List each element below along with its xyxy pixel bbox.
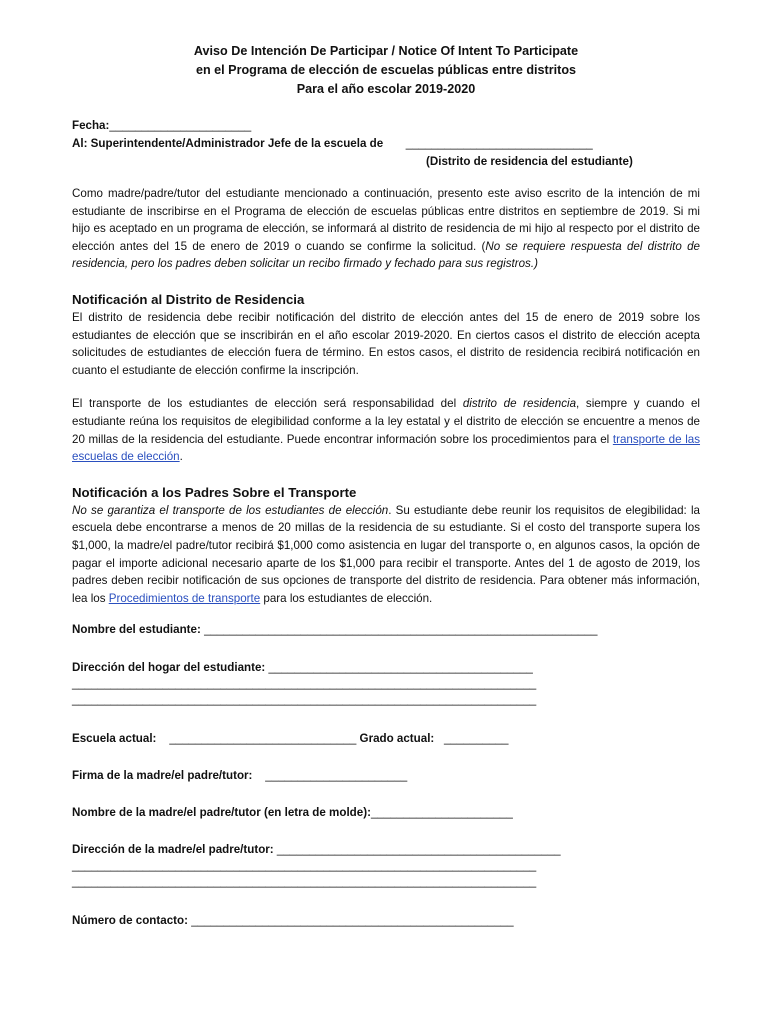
student-name-row [72,621,700,638]
title-line-2: en el Programa de elección de escuelas públicas entre distritos [195,63,577,77]
transport-text-a: . Su estudiante debe reunir los requisitos de elegibilidad: la escuela debe encontrarse a menos de 20 millas de la residencia de su estudiante. Si el costo del transporte supera los $1,000, la madre/el padre/tutor recibirá $1,000 como asistencia en lugar del transporte o, en algunos casos, la opción de pagar el importe adicional necesario aparte de los $1,000 para recibir el transporte. Antes del 1 de agosto de 2019, los padres deben recibir notificación de sus opciones de transporte del distrito de residencia. Para obtener más información, lea los [72,503,700,605]
transport-italic: No se garantiza el transporte de los estudiantes de elección [72,503,389,517]
date-row [72,117,700,135]
student-address-line-3[interactable]: ________________________________________________________________________ [72,693,537,707]
parent-address-line-2[interactable]: ________________________________________________________________________ [72,859,537,873]
parent-address-field[interactable]: ____________________________________________ [276,843,561,857]
contact-label: Número de contacto: [72,914,188,928]
parent-address-row [72,841,700,858]
date-field[interactable]: ______________________ [109,119,252,132]
student-name-label: Nombre del estudiante: [72,623,201,637]
document-title [72,42,700,99]
residence-p2-italic: distrito de residencia [462,397,577,411]
intro-italic-note: No se requiere respuesta del distrito de residencia, pero los padres deben solicitar un recibo firmado y fechado para sus registros.) [72,239,700,271]
residence-p2-text-c: . [179,450,183,464]
parent-address-line-3[interactable]: ________________________________________________________________________ [72,875,537,889]
addressee-row [72,135,700,153]
residence-p2-text-b: , siempre y cuando el estudiante reúna los requisitos de elegibilidad conforme a la ley estatal y el distrito de elección se encuentre a menos de 20 millas de la residencia del estudiante. Puede encontrar información sobre los procedimientos para el [72,397,700,446]
student-address-line-2[interactable]: ________________________________________________________________________ [72,677,537,691]
contact-field[interactable]: __________________________________________________ [191,914,514,928]
addressee-label: Al: Superintendente/Administrador Jefe de la escuela de [72,137,384,150]
title-line-1: Aviso De Intención De Participar / Notice Of Intent To Participate [193,44,579,58]
student-address-field[interactable]: _________________________________________ [268,661,533,675]
addressee-block [72,117,700,171]
transport-schools-link[interactable]: transporte de las escuelas de elección [72,432,701,464]
grade-field[interactable]: __________ [443,732,509,746]
intro-text: Como madre/padre/tutor del estudiante mencionado a continuación, presento este aviso escrito de la intención de mi estudiante de inscribirse en el Programa de elección de escuelas públicas entre distritos en septiembre de 2019. Si mi hijo es aceptado en un programa de elección, se informará al distrito de residencia de mi hijo al respecto por el distrito de elección antes del 15 de enero de 2019 o cuando se confirme la solicitud. ( [72,187,700,253]
intro-paragraph [72,185,700,273]
residence-p2-text-a: El transporte de los estudiantes de elección será responsabilidad del [72,397,463,411]
title-line-3: Para el año escolar 2019-2020 [296,82,476,96]
student-address-label: Dirección del hogar del estudiante: [72,661,266,675]
student-name-field[interactable]: _____________________________________________________________ [204,623,598,637]
parent-name-field[interactable]: ______________________ [370,806,513,820]
parent-name-row [72,804,700,821]
grade-label: Grado actual: [359,732,435,746]
parent-address-label: Dirección de la madre/el padre/tutor: [72,843,274,857]
residence-paragraph-1: El distrito de residencia debe recibir notificación del distrito de elección antes del 15 de enero de 2019 sobre los estudiantes de elección que se inscribirán en el año escolar 2019-2020. En ciertos casos el distrito de elección acepta solicitudes de estudiantes de elección fuera de término. En estos casos, el distrito de residencia recibirá notificación en cuanto el estudiante de elección confirme la inscripción. [72,310,700,377]
section-heading-residence: Notificación al Distrito de Residencia [72,291,305,307]
signature-field[interactable]: ______________________ [265,769,408,783]
district-field[interactable]: _____________________________ [405,137,593,150]
residence-paragraph-2 [72,395,700,465]
contact-row [72,912,700,929]
transport-procedures-link[interactable]: Procedimientos de transporte [108,591,261,605]
parent-name-label: Nombre de la madre/el padre/tutor (en letra de molde): [72,806,371,820]
form-fields [72,621,700,929]
date-label: Fecha: [72,119,110,132]
school-field[interactable]: _____________________________ [169,732,357,746]
signature-row [72,767,700,784]
school-label: Escuela actual: [72,732,157,746]
transport-paragraph [72,502,700,608]
school-grade-row [72,730,700,747]
district-note: (Distrito de residencia del estudiante) [426,155,633,168]
signature-label: Firma de la madre/el padre/tutor: [72,769,253,783]
transport-text-b: para los estudiantes de elección. [260,591,433,605]
section-heading-transport: Notificación a los Padres Sobre el Transporte [72,484,357,500]
student-address-row [72,659,700,676]
